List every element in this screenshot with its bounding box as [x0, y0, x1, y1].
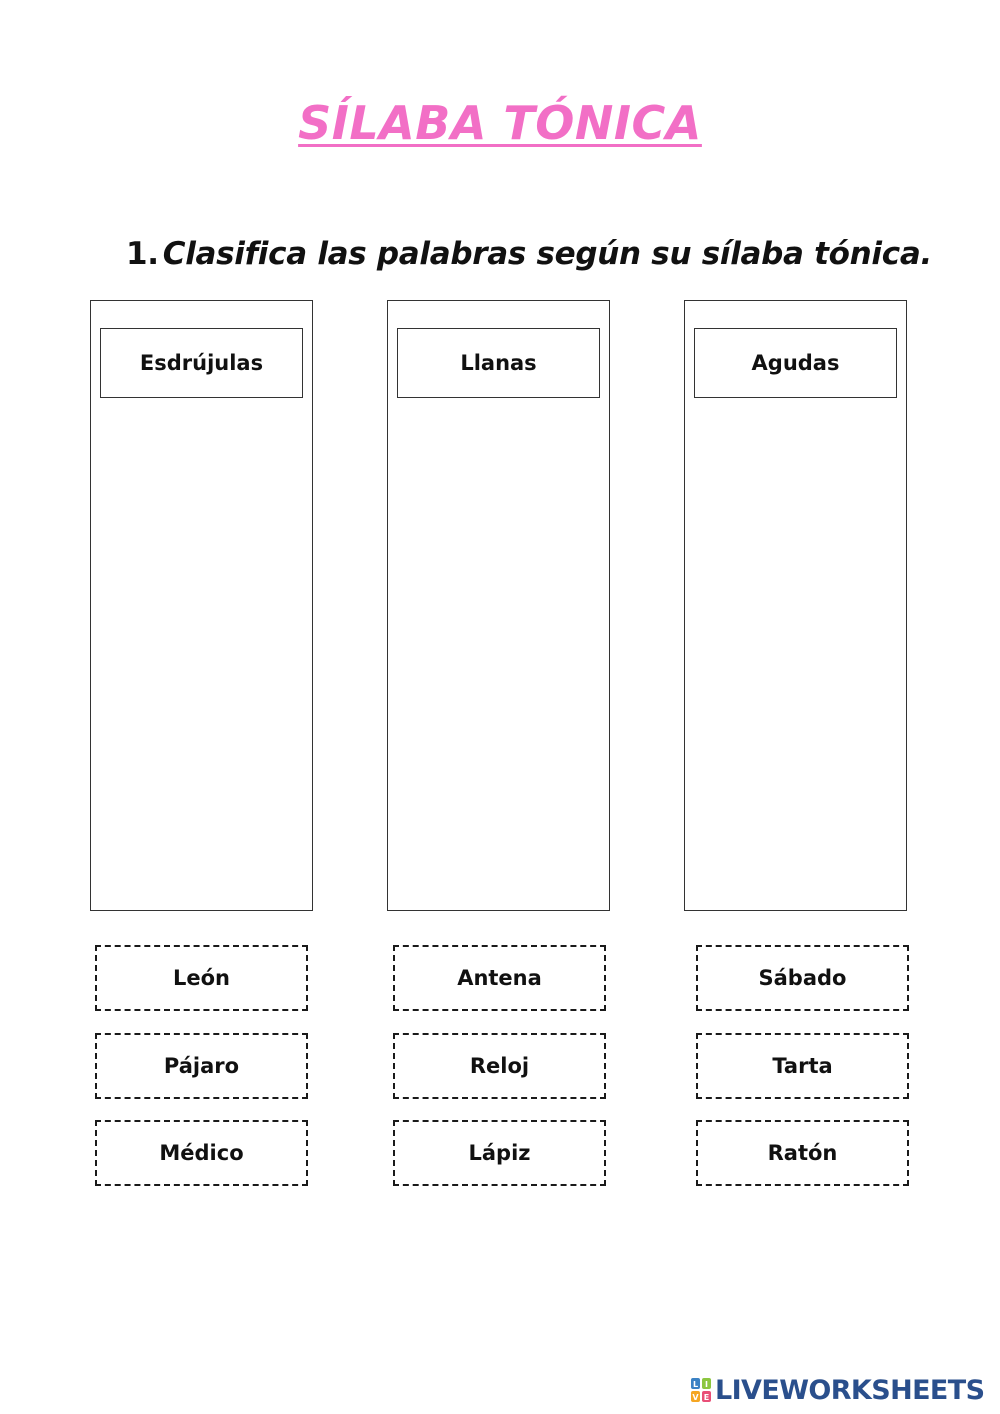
liveworksheets-logo-icon: [690, 1376, 712, 1404]
word-card[interactable]: Sábado: [696, 945, 909, 1011]
svg-text:V: V: [692, 1393, 699, 1402]
word-card[interactable]: Tarta: [696, 1033, 909, 1099]
svg-text:L: L: [692, 1380, 699, 1389]
word-card[interactable]: Médico: [95, 1120, 308, 1186]
column-header-agudas: Agudas: [694, 328, 897, 398]
drop-zone-llanas[interactable]: [387, 300, 610, 911]
word-card[interactable]: León: [95, 945, 308, 1011]
svg-text:E: E: [703, 1393, 710, 1402]
drop-zone-esdrujulas[interactable]: [90, 300, 313, 911]
word-card[interactable]: Antena: [393, 945, 606, 1011]
word-card[interactable]: Ratón: [696, 1120, 909, 1186]
brand-name: LIVEWORKSHEETS: [715, 1374, 985, 1406]
word-card[interactable]: Pájaro: [95, 1033, 308, 1099]
column-header-llanas: Llanas: [397, 328, 600, 398]
svg-text:I: I: [705, 1380, 708, 1389]
word-card[interactable]: Lápiz: [393, 1120, 606, 1186]
instruction-text: Clasifica las palabras según su sílaba tónica.: [162, 236, 932, 272]
instruction: [126, 236, 932, 272]
word-card[interactable]: Reloj: [393, 1033, 606, 1099]
page-title: SÍLABA TÓNICA: [298, 96, 702, 150]
drop-zone-agudas[interactable]: [684, 300, 907, 911]
instruction-number: 1.: [126, 236, 159, 272]
column-header-esdrujulas: Esdrújulas: [100, 328, 303, 398]
liveworksheets-brand: [690, 1372, 984, 1408]
